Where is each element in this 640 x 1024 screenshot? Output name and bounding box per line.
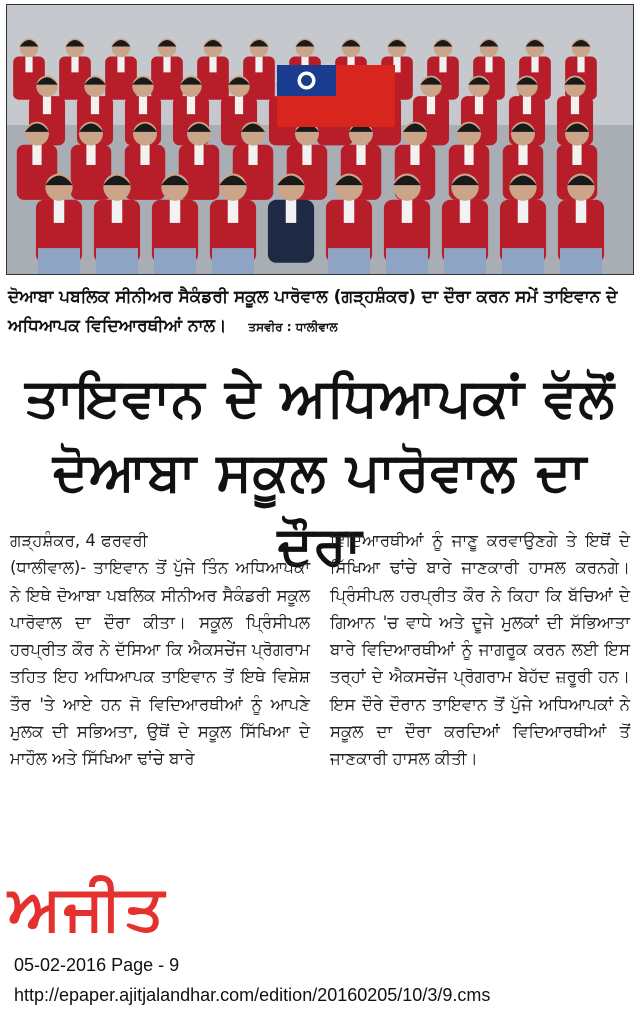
shirt-collar [163,57,170,73]
shirt-collar [71,57,78,73]
shirt-collar [209,57,216,73]
shirt-collar [139,96,147,114]
shirt-collar [410,145,419,165]
student-skirt [386,248,428,275]
headline-line-1: ਤਾਇਵਾਨ ਦੇ ਅਧਿਆਪਕਾਂ ਵੱਲੋਂ [24,368,616,429]
shirt-collar [248,145,257,165]
student-skirt [96,248,138,275]
article-column-1 [10,527,310,773]
shirt-collar [302,145,311,165]
article-text-2: ਵਿਦਿਆਰਥੀਆਂ ਨੂੰ ਜਾਣੂ ਕਰਵਾਉਣਗੇ ਤੇ ਇਥੋਂ ਦੇ ਸਿੱਖਿਆ ਢਾਂਚੇ ਬਾਰੇ ਜਾਣਕਾਰੀ ਹਾਸਲ ਕਰਨਗੇ। ਪ੍ਰਿੰਸੀਪਲ ਹਰਪ੍ਰੀਤ ਕੌਰ ਨੇ ਕਿਹਾ ਕਿ ਬੱਚਿਆਂ ਦੇ ਗਿਆਨ 'ਚ ਵਾਧੇ ਅਤੇ ਦੂਜੇ ਮੁਲਕਾਂ ਦੀ ਸੱਭਿਆਤਾ ਬਾਰੇ ਵਿਦਿਆਰਥੀਆਂ ਨੂੰ ਜਾਗਰੂਕ ਕਰਨ ਲਈ ਇਸ ਤਰ੍ਹਾਂ ਦੇ ਐਕਸਚੇਂਜ ਪ੍ਰੋਗਰਾਮ ਬੇਹੱਦ ਜ਼ਰੂਰੀ ਹਨ। ਇਸ ਦੌਰੇ ਦੌਰਾਨ ਤਾਇਵਾਨ ਤੋਂ ਪੁੱਜੇ ਅਧਿਆਪਕਾਂ ਨੇ ਸਕੂਲ ਦਾ ਦੌਰਾ ਕਰਦਿਆਂ ਵਿਦਿਆਰਥੀਆਂ ਤੋਂ ਜਾਣਕਾਰੀ ਹਾਸਲ ਕੀਤੀ। [330,531,630,769]
shirt-collar [117,57,124,73]
shirt-collar [485,57,492,73]
shirt-collar [194,145,203,165]
shirt-collar [518,200,529,223]
shirt-collar [439,57,446,73]
shirt-collar [475,96,483,114]
shirt-collar [518,145,527,165]
shirt-collar [170,200,181,223]
shirt-collar [91,96,99,114]
shirt-collar [344,200,355,223]
student-skirt [444,248,486,275]
shirt-collar [140,145,149,165]
shirt-collar [112,200,123,223]
news-photo [6,4,634,275]
photo-credit: ਤਸਵੀਰ : ਧਾਲੀਵਾਲ [248,320,338,334]
newspaper-logo: ਅਜੀਤ [8,871,167,944]
group-photo-illustration [7,5,634,275]
shirt-collar [523,96,531,114]
shirt-collar [460,200,471,223]
shirt-collar [571,96,579,114]
caption-text: ਦੋਆਬਾ ਪਬਲਿਕ ਸੀਨੀਅਰ ਸੈਕੰਡਰੀ ਸਕੂਲ ਪਾਰੋਵਾਲ (ਗੜ੍ਹਸ਼ੰਕਰ) ਦਾ ਦੌਰਾ ਕਰਨ ਸਮੇਂ ਤਾਇਵਾਨ ਦੇ ਅਧਿਆਪਕ ਵਿਦਿਆਰਥੀਆਂ ਨਾਲ। [8,287,618,336]
dateline: ਗੜ੍ਹਸ਼ੰਕਰ, 4 ਫਰਵਰੀ [10,531,148,550]
student-skirt [328,248,370,275]
article-text-1: (ਧਾਲੀਵਾਲ)- ਤਾਇਵਾਨ ਤੋਂ ਪੁੱਜੇ ਤਿੰਨ ਅਧਿਆਪਕਾਂ ਨੇ ਇਥੇ ਦੋਆਬਾ ਪਬਲਿਕ ਸੀਨੀਅਰ ਸੈਕੰਡਰੀ ਸਕੂਲ ਪਾਰੋਵਾਲ ਦਾ ਦੌਰਾ ਕੀਤਾ। ਸਕੂਲ ਪ੍ਰਿੰਸੀਪਲ ਹਰਪ੍ਰੀਤ ਕੌਰ ਨੇ ਦੱਸਿਆ ਕਿ ਐਕਸਚੇਂਜ ਪ੍ਰੋਗਰਾਮ ਤਹਿਤ ਇਹ ਅਧਿਆਪਕ ਤਾਇਵਾਨ ਤੋਂ ਇਥੇ ਵਿਸ਼ੇਸ਼ ਤੌਰ 'ਤੇ ਆਏ ਹਨ ਜੋ ਵਿਦਿਆਰਥੀਆਂ ਨੂੰ ਆਪਣੇ ਮੁਲਕ ਦੀ ਸਭਿਅਤਾ, ਉਥੋਂ ਦੇ ਸਕੂਲ ਸਿੱਖਿਆ ਦੇ ਮਾਹੌਲ ਅਤੇ ਸਿੱਖਿਆ ਢਾਂਚੇ ਬਾਰੇ [10,558,310,769]
edition-date-page: 05-02-2016 Page - 9 [14,955,180,975]
student-skirt [560,248,602,275]
edition-url[interactable]: http://epaper.ajitjalandhar.com/edition/20160205/10/3/9.cms [14,985,491,1005]
shirt-collar [577,57,584,73]
student-skirt [212,248,254,275]
shirt-collar [54,200,65,223]
student-skirt [502,248,544,275]
shirt-collar [427,96,435,114]
shirt-collar [576,200,587,223]
shirt-collar [531,57,538,73]
shirt-collar [464,145,473,165]
shirt-collar [356,145,365,165]
shirt-collar [43,96,51,114]
student-skirt [154,248,196,275]
shirt-collar [255,57,262,73]
article-column-2 [330,527,630,773]
headline-line-2: ਦੋਆਬਾ ਸਕੂਲ ਪਾਰੋਵਾਲ ਦਾ ਦੌਰਾ [52,442,588,577]
photo-caption [8,283,632,342]
flag-sun-ring [301,75,312,86]
shirt-collar [572,145,581,165]
shirt-collar [228,200,239,223]
shirt-collar [25,57,32,73]
student-skirt [38,248,80,275]
shirt-collar [32,145,41,165]
shirt-collar [86,145,95,165]
shirt-collar [402,200,413,223]
shirt-collar [235,96,243,114]
shirt-collar [286,200,297,223]
shirt-collar [187,96,195,114]
